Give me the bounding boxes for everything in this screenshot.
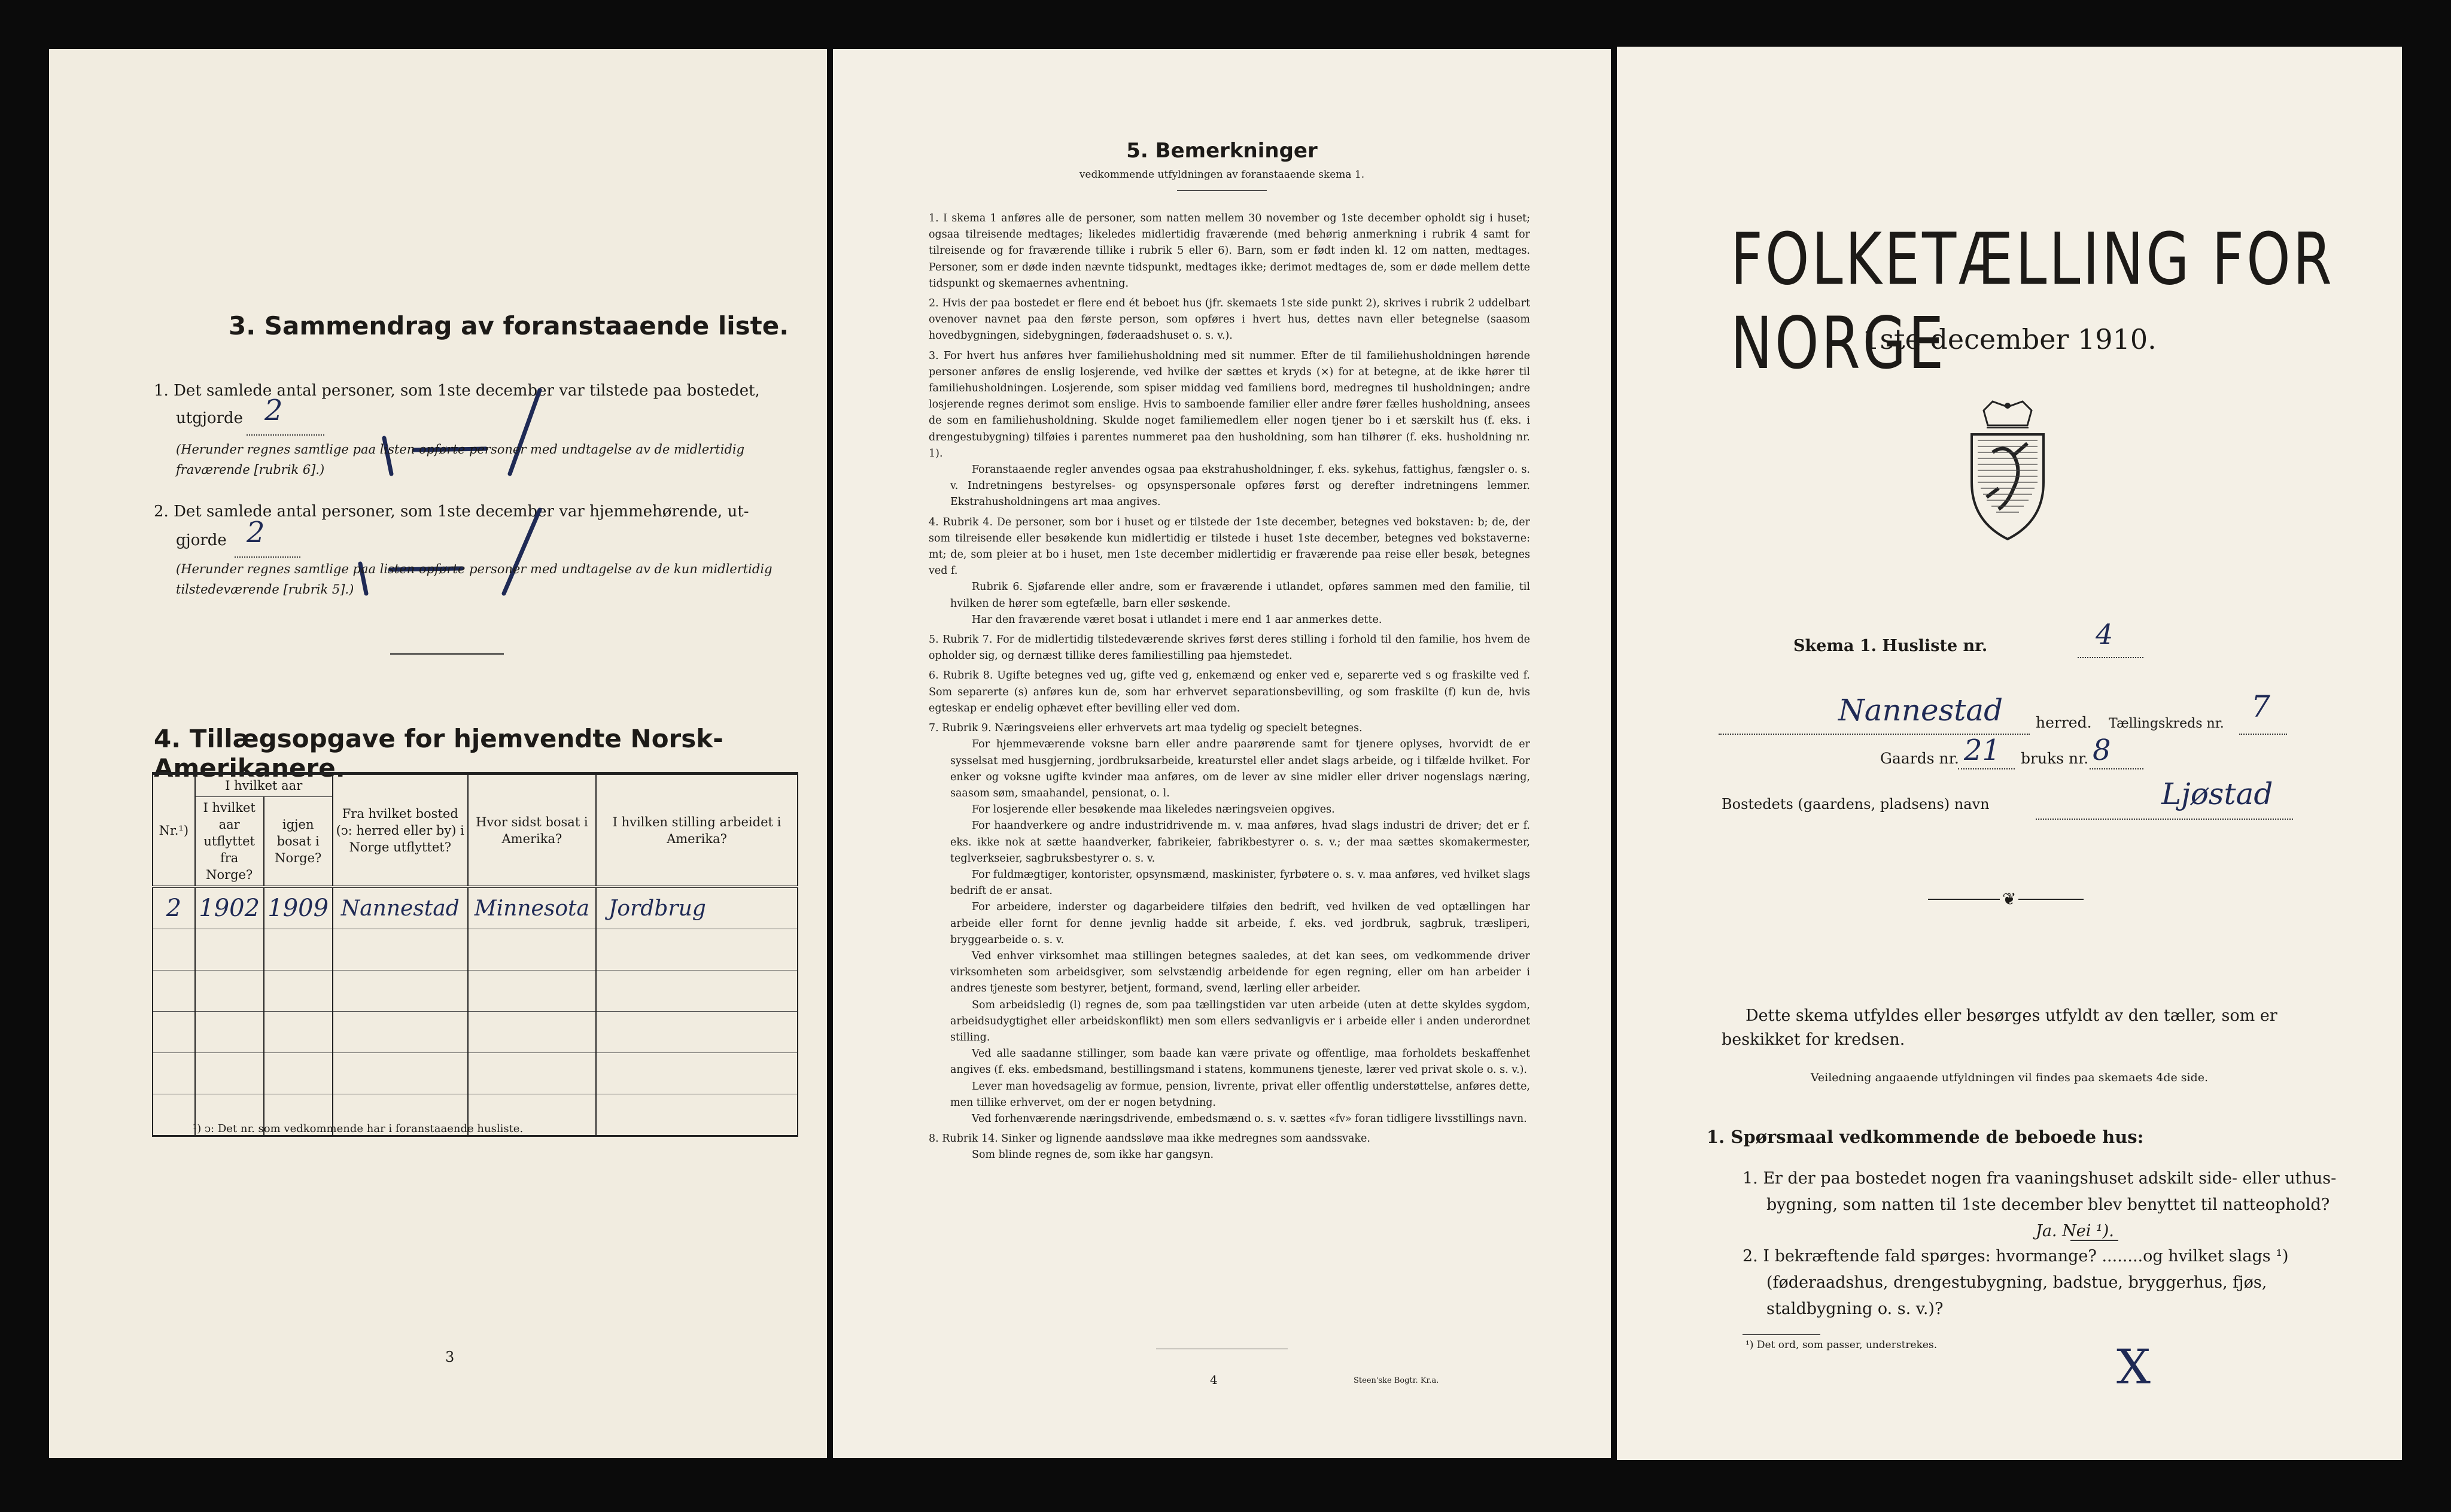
table-row — [153, 887, 798, 929]
cover-footnote: ¹) Det ord, som passer, understrekes. — [1745, 1339, 1938, 1351]
page-remarks — [833, 49, 1611, 1458]
remark-7i: Ved alle saadanne stillinger, som baade kan være private og offentlige, maa forholdets beskaffenhet angives (f. eks. embedsmand, bestillingsmand i statens, kommunens tjeneste, lærer ved privat skole o. s. v.). — [950, 1048, 1530, 1076]
gaards-line — [1958, 768, 2015, 769]
kreds-value: 7 — [2251, 689, 2270, 724]
husliste-number: 4 — [2096, 618, 2114, 650]
item2-note: (Herunder regnes samtlige paa listen opførte personer med undtagelse av de kun midlertidig tilstedeværende [rubrik 5].) — [176, 562, 773, 597]
handwritten-x-mark: X — [2117, 1339, 2151, 1395]
gaards-label: Gaards nr. — [1880, 750, 1959, 767]
norway-coat-of-arms-icon — [1957, 398, 2058, 542]
remark-3: 3. For hvert hus anføres hver familiehusholdning med sit nummer. Efter de til familiehusholdningen hørende personer anføres de enslig losjerende, ved hvilke der sættes et kryds (×) for at betegne, at de ikke hører til familiehusholdningen. Losjerende, som spiser middag ved familiens bord, medregnes til husholdningen; andre losjerende regnes derimot som enslige. Hvis to samboende familier eller andre fører fælles husholdning, ansees de som en familiehusholdning. Skulde noget familiemedlem eller nogen tjener bo i et særskilt hus (f. eks. i drengestubygning) tilføies i parentes nummeret paa den husholdning, som han tilhører (f. eks. husholdning nr. 1). — [929, 349, 1530, 460]
table-row — [153, 929, 798, 971]
gaards-value: 21 — [1964, 734, 2001, 767]
question-1-answer: Ja. Nei ¹). — [2036, 1222, 2114, 1240]
subtitle-rule — [1177, 190, 1267, 191]
table-footnote: ¹) ↄ: Det nr. som vedkommende har i foranstaaende husliste. — [193, 1122, 524, 1135]
footnote-rule — [1743, 1334, 1820, 1335]
remark-8: 8. Rubrik 14. Sinker og lignende aandssløve maa ikke medregnes som aandssvake. — [929, 1133, 1370, 1145]
remark-7e: For fuldmægtiger, kontorister, opsynsmænd, maskinister, fyrbøtere o. s. v. maa anføres, ved hvilket slags bedrift de er ansat. — [950, 868, 1530, 898]
bruks-line — [2090, 768, 2143, 769]
cell-utflyttet: 1902 — [195, 887, 264, 929]
kreds-line — [2239, 734, 2287, 735]
th-group-aar: I hvilket aar — [195, 774, 333, 797]
bosted-label: Bostedets (gaardens, pladsens) navn — [1722, 796, 1990, 813]
item1-value: 2 — [264, 394, 283, 427]
section-4-title: 4. Tillægsopgave for hjemvendte Norsk-Amerikanere. — [154, 724, 723, 783]
cell-amerika: Minnesota — [468, 887, 596, 929]
remarks-subtitle: vedkommende utfyldningen av foranstaaende skema 1. — [1079, 169, 1365, 181]
printer-mark: Steen'ske Bogtr. Kr.a. — [1354, 1376, 1439, 1385]
herred-label: herred. — [2036, 714, 2092, 731]
page-number-4: 4 — [1210, 1373, 1218, 1387]
remark-7f: For arbeidere, inderster og dagarbeidere tilføies den bedrift, ved hvilken de ved optællingen har arbeide eller fornt for denne jevnlig hadde sit arbeide, f. eks. ved jordbruk, sagbruk, træsliperi, bryggearbeide o. s. v. — [950, 901, 1530, 946]
item2-value: 2 — [247, 516, 265, 549]
th-fra-bosted: Fra hvilket bosted (ↄ: herred eller by) i Norge utflyttet? — [333, 774, 468, 887]
question-1: 1. Er der paa bostedet nogen fra vaaningshuset adskilt side- eller uthus-bygning, som natten til 1ste december blev benyttet til natteophold? — [1743, 1169, 2337, 1214]
remark-6: 6. Rubrik 8. Ugifte betegnes ved ug, gifte ved g, enkemænd og enker ved e, separerte ved s og fraskilte ved f. Som separerte (s) anføres kun de, som har erhvervet separationsbevilling, og som fraskilte (f) kun de, hvis egteskap er endelig ophævet efter bevilling eller ved dom. — [929, 670, 1530, 714]
bruks-label: bruks nr. — [2021, 750, 2089, 767]
remark-7j: Lever man hovedsagelig av formue, pension, livrente, privat eller offentlig understøttelse, anføres dette, men tillike erhvervet, om der er nogen betydning. — [950, 1080, 1530, 1109]
th-stilling: I hvilken stilling arbeidet i Amerika? — [596, 774, 798, 887]
table-row — [153, 971, 798, 1012]
kreds-label: Tællingskreds nr. — [2109, 716, 2224, 731]
remark-5: 5. Rubrik 7. For de midlertidig tilstedeværende skrives først deres stilling i forhold til den familie, hos hvem de opholder sig, og dernæst tillike deres familiestilling paa hjemstedet. — [929, 634, 1530, 662]
th-utflyttet: I hvilket aar utflyttet fra Norge? — [195, 797, 264, 887]
question-2: 2. I bekræftende fald spørges: hvormange? ........og hvilket slags ¹) (føderaadshus, drengestubygning, badstue, bryggerhus, fjøs, staldbygning o. s. v.)? — [1743, 1247, 2289, 1318]
norsk-amerikanere-table — [152, 772, 798, 1137]
item1-utgjorde-label: utgjorde — [176, 409, 244, 427]
husliste-line — [2078, 657, 2143, 658]
remark-7b: For hjemmeværende voksne barn eller andre paarørende samt for tjenere oplyses, hvorvidt de er sysselsat med husgjerning, jordbruksarbeide, kreaturstel eller andet slags arbeide, og i tilfælde hvilket. For enker og voksne ugifte kvinder maa anføres, om de lever av sine midler eller driver nogenslags næring, saasom søm, smaahandel, pensionat, o. l. — [950, 738, 1530, 799]
bosted-value: Ljøstad — [2161, 777, 2273, 811]
table-row — [153, 1012, 798, 1053]
th-amerika-bosat: Hvor sidst bosat i Amerika? — [468, 774, 596, 887]
remark-7d: For haandverkere og andre industridrivende m. v. maa anføres, hvad slags industri de driver; det er f. eks. ikke nok at sætte haandverker, fabrikeier, fabrikbestyrer o. s. v.; der maa sættes skomakermester, teglverkseier, sagbruksbestyrer o. s. v. — [950, 820, 1530, 865]
cell-fra-bosted: Nannestad — [333, 887, 468, 929]
cell-stilling: Jordbrug — [596, 887, 798, 929]
page-summary — [49, 49, 827, 1458]
cell-nr: 2 — [153, 887, 195, 929]
item2-dotline — [235, 556, 300, 558]
item2-gjorde-label: gjorde — [176, 531, 227, 549]
remark-4: 4. Rubrik 4. De personer, som bor i huset og er tilstede der 1ste december, betegnes ved bokstaven: b; de, der som tilreisende eller besøkende kun midlertidig er tilstede i huset 1ste december, betegnes ved bokstaverne: mt; de, som pleier at bo i huset, men 1ste december midlertidig er fraværende paa reise eller besøk, betegnes ved f. — [929, 516, 1530, 577]
th-nr: Nr.¹) — [153, 774, 195, 887]
census-date: 1ste december 1910. — [1862, 323, 2157, 355]
remark-3b: Foranstaaende regler anvendes ogsaa paa ekstrahusholdninger, f. eks. sykehus, fattighus, fængsler o. s. v. Indretningens bestyrelses- og opsynspersonale opføres først og derefter indretningens lemmer. Ekstrahusholdningens art maa angives. — [950, 464, 1530, 509]
skema-text: Skema 1. Husliste nr. — [1793, 637, 1988, 655]
bosted-line — [2036, 819, 2293, 820]
remark-8b: Som blinde regnes de, som ikke har gangsyn. — [972, 1149, 1214, 1161]
cell-igjen: 1909 — [264, 887, 333, 929]
instruction-text: Dette skema utfyldes eller besørges utfyldt av den tæller, som er beskikket for kredsen. — [1722, 1006, 2277, 1049]
table-row — [153, 1053, 798, 1094]
remark-1: 1. I skema 1 anføres alle de personer, som natten mellem 30 november og 1ste december opholdt sig i huset; ogsaa tilreisende medtages; likeledes midlertidig fraværende (med behørig anmerkning i rubrik 4 samt for tilreisende og for fraværende tillike i rubrik 5 eller 6). Barn, som er født inden kl. 12 om natten, medtages. Personer, som er døde inden nævnte tidspunkt, medtages ikke; derimot medtages de, som er døde mellem dette tidspunkt og skemaernes avhentning. — [929, 212, 1530, 290]
skema-label — [1793, 633, 1987, 659]
remark-4b: Rubrik 6. Sjøfarende eller andre, som er fraværende i utlandet, opføres sammen med den familie, til hvilken de hører som egtefælle, barn eller søskende. — [950, 581, 1530, 610]
census-title: FOLKETÆLLING FOR NORGE — [1731, 217, 2334, 385]
page-cover — [1617, 47, 2402, 1460]
section-3-title: 3. Sammendrag av foranstaaende liste. — [229, 311, 789, 340]
herred-value: Nannestad — [1838, 693, 2003, 728]
item1-dotline — [247, 434, 324, 436]
remark-7h: Som arbeidsledig (l) regnes de, som paa tællingstiden var uten arbeide (uten at dette skyldes sygdom, arbeidsudygtighet eller arbeidskonflikt) men som ellers sedvanligvis er i arbeide eller i anden underordnet stilling. — [950, 999, 1530, 1044]
page-number-3: 3 — [445, 1349, 455, 1365]
item2-text: 2. Det samlede antal personer, som 1ste december var hjemmehørende, ut- — [154, 503, 749, 521]
divider — [390, 653, 504, 655]
remark-2: 2. Hvis der paa bostedet er flere end ét beboet hus (jfr. skemaets 1ste side punkt 2), skrives i rubrik 2 uddelbart ovenover navnet paa den første person, som opføres i hvert hus, dettes navn eller betegnelse (saasom hovedbygningen, sidebygningen, føderaadshuset o. s. v.). — [929, 297, 1530, 342]
remark-7c: For losjerende eller besøkende maa likeledes næringsveien opgives. — [972, 804, 1335, 816]
remarks-title: 5. Bemerkninger — [1126, 139, 1318, 163]
remark-7g: Ved enhver virksomhet maa stillingen betegnes saaledes, at det kan sees, om vedkommende driver virksomheten som arbeidsgiver, som selvstændig arbeidende for egen regning, eller om han arbeider i andres tjeneste som bestyrer, betjent, formand, svend, lærling eller arbeider. — [950, 950, 1530, 995]
veiledning-text: Veiledning angaaende utfyldningen vil findes paa skemaets 4de side. — [1810, 1071, 2209, 1084]
th-igjen-bosat: igjen bosat i Norge? — [264, 797, 333, 887]
remark-7: 7. Rubrik 9. Næringsveiens eller erhvervets art maa tydelig og specielt betegnes. — [929, 722, 1363, 735]
question-section-title — [1707, 1124, 2143, 1150]
item1-text: 1. Det samlede antal personer, som 1ste december var tilstede paa bostedet, — [154, 382, 760, 400]
remark-4c: Har den fraværende været bosat i utlandet i mere end 1 aar anmerkes dette. — [972, 613, 1382, 626]
item1-note: (Herunder regnes samtlige paa listen opførte personer med undtagelse av de midlertidig fraværende [rubrik 6].) — [176, 442, 745, 477]
question-title-text: 1. Spørsmaal vedkommende de beboede hus: — [1707, 1127, 2144, 1147]
bruks-value: 8 — [2093, 734, 2111, 767]
remark-7k: Ved forhenværende næringsdrivende, embedsmænd o. s. v. sættes «fv» foran tidligere livsstillings navn. — [972, 1112, 1527, 1125]
ornament-icon: ❦ — [2000, 889, 2018, 909]
remarks-body — [929, 211, 1530, 1164]
nei-underline — [2070, 1240, 2118, 1241]
